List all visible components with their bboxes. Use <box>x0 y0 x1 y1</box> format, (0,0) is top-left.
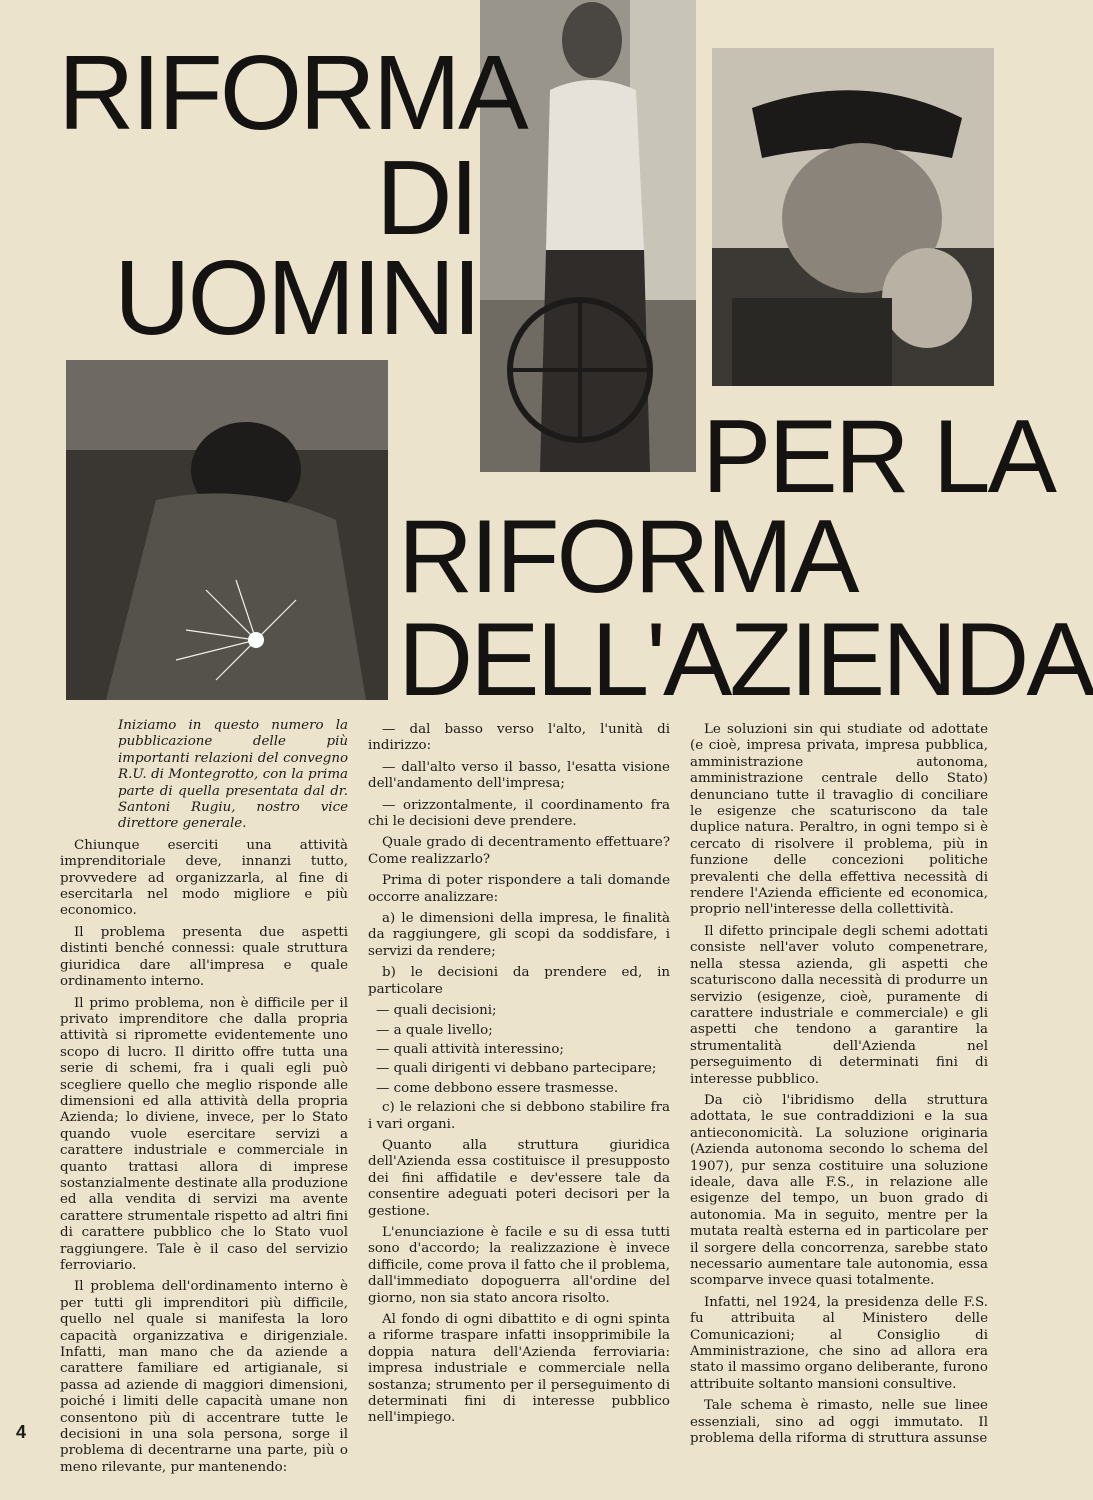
paragraph: — orizzontalmente, il coordinamento fra chi le decisioni deve prendere. <box>368 797 670 830</box>
article-column-1 <box>60 718 348 1481</box>
list-item: c) le relazioni che si debbono stabilire fra i vari organi. <box>368 1100 670 1132</box>
article-column-3 <box>690 722 988 1452</box>
article-column-2 <box>368 722 670 1432</box>
paragraph: Quanto alla struttura giuridica dell'Azienda essa costituisce il presupposto dei fini affidatile e dev'essere tale da consentire adeguati poteri decisori per la gestione. <box>368 1137 670 1219</box>
page-number: 4 <box>16 1422 27 1442</box>
list-item: — quali attività interessino; <box>376 1041 564 1057</box>
headline-line-riforma-2: RIFORMA <box>398 499 857 615</box>
headline-line-riforma: RIFORMA <box>58 34 526 152</box>
headline-line-dellazienda: DELL'AZIENDA <box>398 602 1093 718</box>
paragraph: Il primo problema, non è difficile per il privato imprenditore che dalla propria attività si ripromette evidentemente uno scopo di lucro. Il diritto offre tutta una serie di schemi, fra i quali egli può scegliere quello che meglio risponde alle dimensioni ed alla attività della propria Azienda; lo diviene, invece, per lo Stato quando vuole esercitare servizi a carattere industriale e commerciale in quanto trattasi allora di imprese sostanzialmente destinate alla produzione ed alla vendita di servizi ma avente carattere strumentale rispetto ad altri fini di carattere pubblico che lo Stato vuol raggiungere. Tale è il caso del servizio ferroviario. <box>60 995 348 1273</box>
paragraph: Infatti, nel 1924, la presidenza delle F.S. fu attribuita al Ministero delle Comunicazioni; al Consiglio di Amministrazione, che sino ad allora era stato il massimo organo deliberante, furono attribuite soltanto mansioni consultive. <box>690 1294 988 1392</box>
intro-paragraph: Iniziamo in questo numero la pubblicazione delle più importanti relazioni del convegno R.U. di Montegrotto, con la prima parte di quella presentata dal dr. Santoni Rugiu, nostro vice direttore generale. <box>118 718 348 832</box>
paragraph: Tale schema è rimasto, nelle sue linee essenziali, sino ad oggi immutato. Il problema della riforma di struttura assunse <box>690 1398 988 1447</box>
paragraph: Chiunque eserciti una attività imprenditoriale deve, innanzi tutto, provvedere ad organizzarla, al fine di esercitarla nel modo migliore e più economico. <box>60 837 348 919</box>
paragraph: Prima di poter rispondere a tali domande occorre analizzare: <box>368 873 670 905</box>
paragraph: — dal basso verso l'alto, l'unità di indirizzo: <box>368 722 670 754</box>
paragraph: Il problema presenta due aspetti distinti benché connessi: quale struttura giuridica dare all'impresa e quale ordinamento interno. <box>60 924 348 990</box>
paragraph: Quale grado di decentramento effettuare? Come realizzarlo? <box>368 835 670 867</box>
list-item: a) le dimensioni della impresa, le finalità da raggiungere, gli scopi da soddisfare, i servizi da rendere; <box>368 911 670 959</box>
paragraph: Il difetto principale degli schemi adottati consiste nell'aver voluto compenetrare, nella stessa azienda, gli aspetti che scaturiscono dalla necessità di produrre un servizio (esigenze, cioè, puramente di carattere industriale e commerciale) e gli aspetti che tendono a garantire la strumentalità dell'Azienda nel perseguimento di determinati fini di interesse pubblico. <box>690 923 988 1087</box>
paragraph: — dall'alto verso il basso, l'esatta visione dell'andamento dell'impresa; <box>368 759 670 792</box>
list-item: b) le decisioni da prendere ed, in particolare <box>368 965 670 997</box>
list-item: — quali decisioni; <box>376 1003 497 1019</box>
paragraph: Da ciò l'ibridismo della struttura adottata, le sue contraddizioni e la sua antieconomicità. La soluzione originaria (Azienda autonoma secondo lo schema del 1907), pur senza costituire una soluzione ideale, dava alle F.S., in relazione alle esigenze del tempo, un buon grado di autonomia. Ma in seguito, mentre per la mutata realtà esterna ed in particolare per il sorgere della concorrenza, sarebbe stato necessario aumentare tale autonomia, essa scomparve invece quasi totalmente. <box>690 1092 988 1289</box>
headline-line-uomini: UOMINI <box>114 239 479 357</box>
paragraph: Le soluzioni sin qui studiate od adottate (e cioè, impresa privata, impresa pubblica, amministrazione autonoma, amministrazione centrale dello Stato) denunciano tutte il travaglio di conciliare le esigenze che scaturiscono da tale duplice natura. Peraltro, in ogni tempo si è cercato di risolvere il problema, più in funzione delle concezioni politiche prevalenti che della effettiva necessità di rendere l'Azienda efficiente ed economica, proprio nell'interesse della collettività. <box>690 722 988 918</box>
list-item: — quali dirigenti vi debbano partecipare; <box>376 1061 657 1077</box>
photo-welder <box>66 360 388 700</box>
list-item: — come debbono essere trasmesse. <box>376 1080 619 1096</box>
headline-line-per-la: PER LA <box>702 399 1054 515</box>
paragraph: Il problema dell'ordinamento interno è per tutti gli imprenditori più difficile, quello nel quale si manifesta la loro capacità organizzativa e dirigenziale. Infatti, man mano che da aziende a carattere familiare ed artigianale, si passa ad aziende di maggiori dimensioni, poiché i limiti delle capacità umane non consentono più di accentrare tutte le decisioni in una sola persona, sorge il problema di decentrarne una parte, più o meno rilevante, pur mantenendo: <box>60 1279 348 1475</box>
photo-sailor-lighting-cigarette <box>712 48 994 386</box>
paragraph: Al fondo di ogni dibattito e di ogni spinta a riforme traspare infatti insopprimibile la doppia natura dell'Azienda ferroviaria: impresa industriale e commerciale nella sostanza; strumento per il perseguimento di determinati fini di interesse pubblico nell'impiego. <box>368 1312 670 1426</box>
headline-line-di: DI <box>376 139 476 257</box>
paragraph: L'enunciazione è facile e su di essa tutti sono d'accordo; la realizzazione è invece difficile, come prova il fatto che il problema, dall'immediato dopoguerra all'ordine del giorno, non sia stato ancora risolto. <box>368 1224 670 1306</box>
list-item: — a quale livello; <box>376 1022 493 1038</box>
